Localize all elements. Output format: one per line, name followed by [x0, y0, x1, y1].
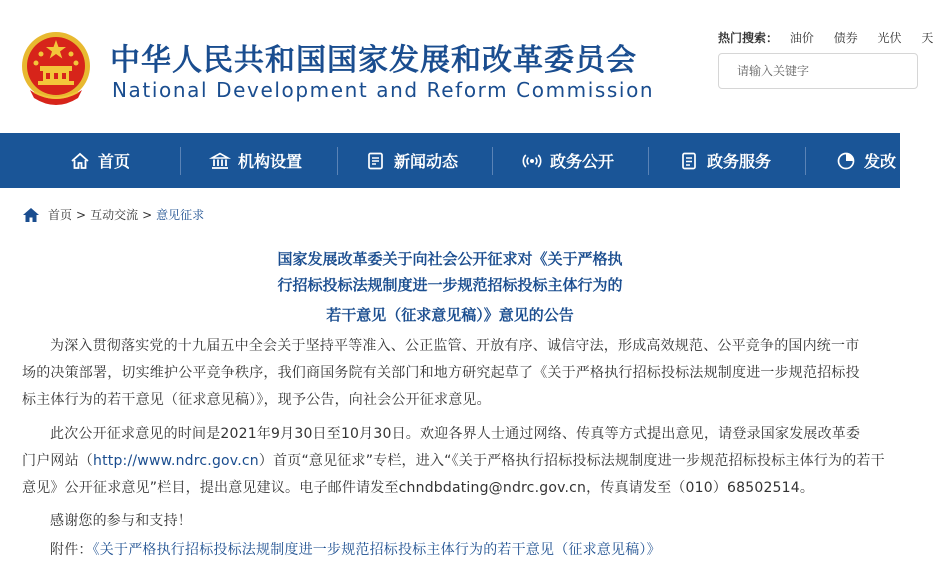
nav-item-label: 机构设置 — [238, 152, 303, 171]
nav-item-development-reform[interactable] — [836, 133, 896, 188]
attachment-line — [22, 537, 892, 564]
article-title-line: 行招标投标法规制度进一步规范招标投标主体行为的 — [277, 276, 623, 294]
ndrc-website-link[interactable]: http://www.ndrc.gov.cn — [93, 453, 259, 469]
main-nav — [0, 133, 900, 188]
site-title-chinese[interactable]: 中华人民共和国国家发展和改革委员会 — [110, 43, 637, 78]
article-title-line: 若干意见（征求意见稿）》意见的公告 — [326, 306, 574, 324]
broadcast-icon — [522, 152, 542, 170]
nav-item-news[interactable] — [366, 133, 458, 188]
breadcrumb — [22, 206, 204, 223]
article-paragraph — [22, 421, 892, 502]
thanks-paragraph: 感谢您的参与和支持！ — [50, 513, 192, 529]
hot-search-keyword[interactable]: 债券 — [833, 31, 858, 45]
breadcrumb-current[interactable]: 意见征求 — [156, 208, 205, 222]
site-header — [0, 0, 934, 133]
nav-item-home[interactable] — [70, 133, 130, 188]
building-icon — [210, 152, 230, 170]
hot-search-keyword[interactable]: 天 — [921, 31, 934, 45]
nav-item-label: 政务服务 — [707, 152, 772, 171]
nav-item-government-services[interactable] — [679, 133, 771, 188]
document-icon — [679, 152, 699, 170]
breadcrumb-separator: > — [142, 207, 153, 222]
nav-divider — [648, 147, 649, 175]
breadcrumb-link-interaction[interactable]: 互动交流 — [90, 208, 139, 222]
national-emblem-logo[interactable] — [20, 30, 92, 106]
paragraph-text: 门户网站（ — [22, 453, 93, 469]
nav-divider — [805, 147, 806, 175]
pie-chart-icon — [836, 152, 856, 170]
paragraph-line: 为深入贯彻落实党的十九届五中全会关于坚持平等准入、公正监管、开放有序、诚信守法，形成高效规范、公平竞争的国内统一市 — [50, 338, 860, 354]
home-icon — [70, 152, 90, 170]
hot-search-bar — [718, 29, 949, 46]
paragraph-line: 标主体行为的若干意见（征求意见稿）》，现予公告，向社会公开征求意见。 — [22, 392, 491, 408]
hot-search-keyword[interactable]: 油价 — [789, 31, 814, 45]
nav-item-label: 首页 — [98, 152, 131, 171]
nav-item-organization[interactable] — [210, 133, 302, 188]
nav-item-label: 新闻动态 — [394, 152, 459, 171]
attachment-link[interactable]: 《关于严格执行招标投标法规制度进一步规范招标投标主体行为的若干意见（征求意见稿）》 — [92, 542, 661, 558]
nav-item-label: 发改 — [864, 152, 897, 171]
hot-search-label: 热门搜索： — [718, 31, 779, 45]
paragraph-line: 场的决策部署，切实维护公平竞争秩序，我们商国务院有关部门和地方研究起草了《关于严格执行招标投标法规制度进一步规范招标投 — [22, 365, 860, 381]
nav-item-label: 政务公开 — [550, 152, 615, 171]
paragraph-line: 意见》公开征求意见”栏目，提出意见建议。电子邮件请发至chndbdating@ndrc.gov.cn，传真请发至（010）68502514。 — [22, 480, 815, 496]
nav-divider — [492, 147, 493, 175]
search-input[interactable] — [719, 54, 907, 88]
paragraph-text: ）首页“意见征求”专栏，进入“《关于严格执行招标投标法规制度进一步规范招标投标主体行为的若干 — [258, 453, 885, 469]
attachment-label: 附件： — [50, 542, 93, 558]
breadcrumb-separator: > — [76, 207, 87, 222]
nav-divider — [337, 147, 338, 175]
home-icon[interactable] — [22, 207, 40, 223]
article-title-line: 国家发展改革委关于向社会公开征求对《关于严格执 — [277, 250, 623, 268]
paragraph-line — [22, 448, 892, 475]
paragraph-line: 此次公开征求意见的时间是2021年9月30日至10月30日。欢迎各界人士通过网络、传真等方式提出意见，请登录国家发展改革委 — [50, 426, 861, 442]
site-title-english[interactable]: National Development and Reform Commission — [112, 78, 655, 102]
breadcrumb-link-home[interactable]: 首页 — [48, 208, 73, 222]
nav-item-government-affairs[interactable] — [522, 133, 614, 188]
article-paragraph — [22, 333, 892, 414]
news-icon — [366, 152, 386, 170]
search-box — [718, 53, 918, 89]
hot-search-keyword[interactable]: 光伏 — [877, 31, 902, 45]
nav-divider — [180, 147, 181, 175]
